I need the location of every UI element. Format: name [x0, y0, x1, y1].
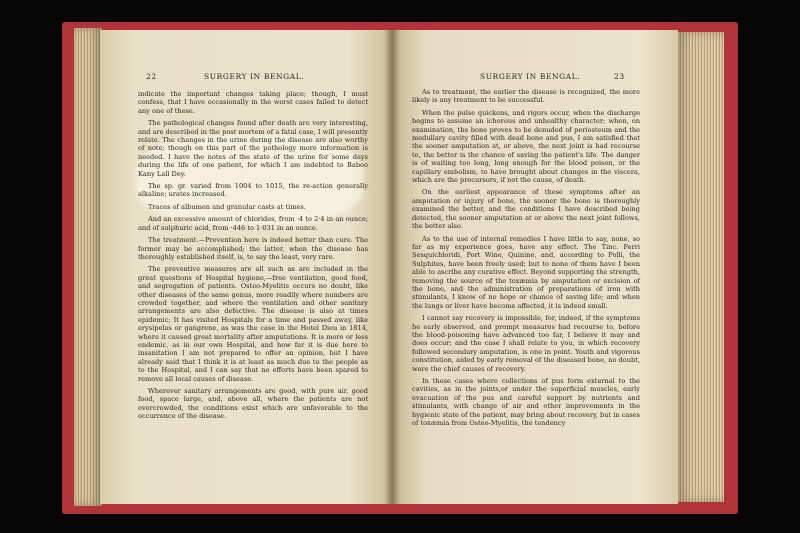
paragraph: As to the use of internal remedies I have little to say, none, so far as my experience goes, have any effect. The Tinc. Ferri Sesquichloridi, Port Wine, Quinine, and, according to Polli, the Sulphites, have been freely used; but to none of them have I been able to ascribe any curative effect. Beyond supporting the strength, removing the source of the toxæmia by amputation or excision of the bone, and the administration of preparations of iron with stimulants, I know of no hope or chance of saving life; and when the lungs or liver have become affected, it is indeed small. [412, 234, 640, 310]
right-page-edges [676, 32, 724, 502]
paragraph: And an excessive amount of chlorides, from ·4 to 2·4 in an ounce; and of sulphuric acid, from ·446 to 1·031 in an ounce. [138, 215, 368, 232]
body-text [412, 88, 640, 431]
page-number: 23 [614, 72, 625, 81]
paragraph: Traces of albumen and granular casts at times. [148, 202, 306, 211]
running-head: SURGERY IN BENGAL. [204, 72, 305, 81]
paragraph: As to treatment, the earlier the disease is recognized, the more likely is any treatment to be successful. [412, 88, 640, 105]
paragraph: The sp. gr. varied from 1004 to 1015, the re-action generally alkaline; urates increased. [138, 182, 368, 199]
paragraph: The preventive measures are all such as are included in the great questions of Hospital hygiene,—free ventilation, good food, and segregation of patients. Osteo-Myelitis occurs no doubt, like other diseases of the same genus, more readily where numbers are crowded together, and where the ventilation and other sanitary arrangements are also defective. The disease is also at times epidemic; It has visited Hospitals for a time and passed away, like erysipelas or gangrene, as was the case in the Hotel Dieu in 1814, where it caused great mortality after amputations. It is more or less endemic, as in our own Hospital, and how far it is due here to insanitation I am not prepared to offer an opinion, but I have already said that I think it is at least as much due to the people as to the Hospital, and I can say that no efforts have been spared to remove all local causes of disease. [138, 265, 368, 383]
paragraph: I cannot say recovery is impossible, for, indeed, if the symptoms be early observed, and prompt measures had recourse to, before the blood-poisoning have advanced too far, I believe it may and does occur; and the case I shall relate to you, in which recovery followed secondary amputation, is one in point. Youth and vigorous constitution, aided by early removal of the diseased bone, no doubt, were the chief causes of recovery. [412, 314, 640, 373]
book-gutter [384, 30, 400, 504]
left-page [100, 30, 392, 504]
paragraph: On the earliest appearance of these symptoms after an amputation or injury of bone, the sooner the bone is thoroughly examined the better, and the conditions I have described being detected, the sooner amputation at or above the next joint follows, the better also. [412, 188, 640, 231]
paragraph: When the pulse quickens, and rigors occur, when the discharge begins to assume an ichorous and unhealthy character; when, on examination, the bone proves to be denuded of periosteum and the medullary cavity filled with dead bone and pus, I am satisfied that the sooner amputation at, or above, the next joint is had recourse to, the better is the chance of saving the patient's life. The danger is of waiting too long, long enough for the blood poison, or the capillary embolism, to have brought about changes in the viscera, which are the precursors, if not the cause, of death. [412, 108, 640, 185]
paragraph: The treatment.—Prevention here is indeed better than cure. The former may be accomplished; the latter, when the disease has thoroughly established itself, is, to say the least, very rare. [138, 236, 368, 261]
paragraph: In those cases where collections of pus form external to the cavities, as in the joints,or under the superficial muscles, early evacuation of the pus and careful support by nutrients and stimulants, with change of air and other improvements in the hygienic state of the patient, may bring about recovery, but in cases of toxæmia from Osteo-Myelitis, the tendency [412, 377, 640, 428]
paragraph: Wherever sanitary arrangements are good, with pure air, good food, space large, and, above all, where the patients are not overcrowded, the conditions exist which are unfavorable to the occurrence of the disease. [138, 387, 368, 421]
right-page [392, 30, 678, 504]
body-text [138, 90, 368, 425]
running-head: SURGERY IN BENGAL. [480, 72, 581, 81]
page-number: 22 [146, 72, 157, 81]
left-page-edges [74, 28, 102, 506]
paragraph: The pathological changes found after death are very interesting, and are described in the post mortem of a fatal case, I will presently relate. The changes in the urine during the disease are also worthy of note; though on this part of the pathology more information is needed. I have the notes of the state of the urine for some days during the life of one patient, for which I am indebted to Baboo Kany Lall Dey. [138, 119, 368, 178]
paragraph: indicate the important changes taking place; though, I must confess, that I have occasionally in the worst cases failed to detect any one of these. [138, 90, 368, 115]
